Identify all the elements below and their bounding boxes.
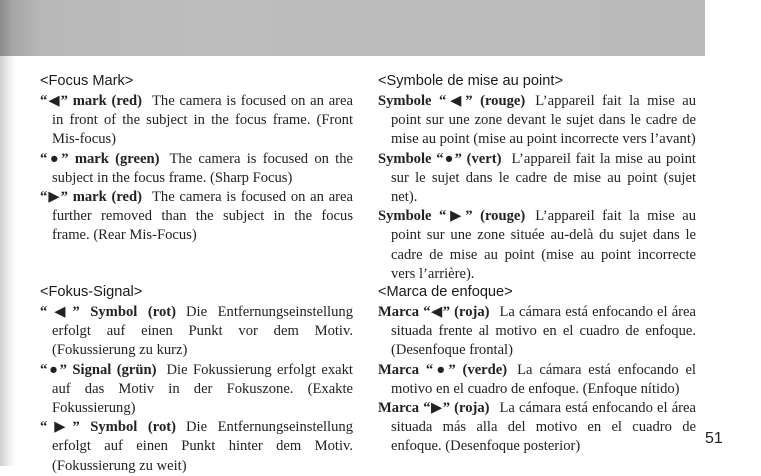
focus-entry bbox=[40, 303, 353, 361]
entry-label: “▶” Symbol (rot) bbox=[40, 419, 176, 436]
entry-label: “▶” mark (red) bbox=[40, 189, 143, 206]
entry-text: La cámara está enfocando el área situada frente al motivo en el cuadro de enfoque. (Desenfoque frontal) bbox=[391, 304, 696, 359]
entry-text: The camera is focused on an area further removed than the subject in the focus frame. (Rear Mis-Focus) bbox=[52, 189, 353, 244]
focus-entry bbox=[378, 92, 696, 150]
entry-text: Die Entfernungseinstellung erfolgt auf einen Punkt vor dem Motiv. (Fokussierung zu kurz) bbox=[52, 304, 353, 359]
section-spanish bbox=[378, 283, 696, 457]
page-gutter-shadow bbox=[0, 56, 16, 466]
section-french bbox=[378, 72, 696, 284]
entry-text: L’appareil fait la mise au point sur une zone devant le sujet dans le cadre de mise au point (mise au point incorrecte vers l’avant) bbox=[391, 93, 696, 148]
entry-label: “◀” Symbol (rot) bbox=[40, 304, 176, 320]
section-heading: <Marca de enfoque> bbox=[378, 284, 513, 300]
focus-entry bbox=[378, 207, 696, 284]
entry-label: Marca “▶” (roja) bbox=[378, 400, 490, 417]
entry-text: The camera is focused on the subject in the focus frame. (Sharp Focus) bbox=[52, 150, 353, 186]
focus-entry bbox=[378, 303, 696, 361]
focus-entry bbox=[378, 399, 696, 457]
entry-text: La cámara está enfocando el motivo en el cuadro de enfoque. (Enfoque nítido) bbox=[391, 361, 696, 397]
focus-entry bbox=[40, 418, 353, 476]
section-german bbox=[40, 283, 353, 476]
entry-text: L’appareil fait la mise au point sur une zone située au-delà du sujet dans le cadre de mise au point (mise au point incorrecte vers l’arrière). bbox=[391, 208, 696, 282]
section-heading: <Symbole de mise au point> bbox=[378, 73, 563, 89]
section-heading: <Fokus-Signal> bbox=[40, 284, 143, 300]
focus-entry bbox=[378, 150, 696, 208]
entry-text: Die Fokussierung erfolgt exakt auf das Motiv in der Fokuszone. (Exakte Fokussierung) bbox=[52, 361, 353, 417]
entry-text: La cámara está enfocando el área situada más alla del motivo en el cuadro de enfoque. (Desenfoque posterior) bbox=[391, 400, 696, 455]
entry-label: Marca “●” (verde) bbox=[378, 361, 508, 378]
entry-text: L’appareil fait la mise au point sur le sujet dans le cadre de mise au point (sujet net). bbox=[391, 150, 696, 206]
focus-entry bbox=[40, 92, 353, 150]
entry-label: “●” mark (green) bbox=[40, 150, 160, 167]
focus-entry bbox=[40, 150, 353, 188]
page-number: 51 bbox=[705, 430, 723, 447]
section-heading: <Focus Mark> bbox=[40, 73, 134, 89]
focus-entry bbox=[40, 188, 353, 246]
entry-label: Symbole “◀” (rouge) bbox=[378, 93, 526, 109]
entry-label: “●” Signal (grün) bbox=[40, 361, 157, 378]
entry-text: Die Entfernungseinstellung erfolgt auf einen Punkt hinter dem Motiv. (Fokussierung zu weit) bbox=[52, 419, 353, 474]
entry-label: Symbole “●” (vert) bbox=[378, 150, 502, 167]
focus-entry bbox=[40, 361, 353, 419]
entry-label: “◀” mark (red) bbox=[40, 93, 143, 109]
header-band bbox=[0, 0, 705, 56]
focus-entry bbox=[378, 361, 696, 399]
entry-label: Symbole “▶” (rouge) bbox=[378, 208, 526, 225]
entry-label: Marca “◀” (roja) bbox=[378, 304, 490, 320]
section-english bbox=[40, 72, 353, 246]
entry-text: The camera is focused on an area in front of the subject in the focus frame. (Front Mis-focus) bbox=[52, 93, 353, 148]
